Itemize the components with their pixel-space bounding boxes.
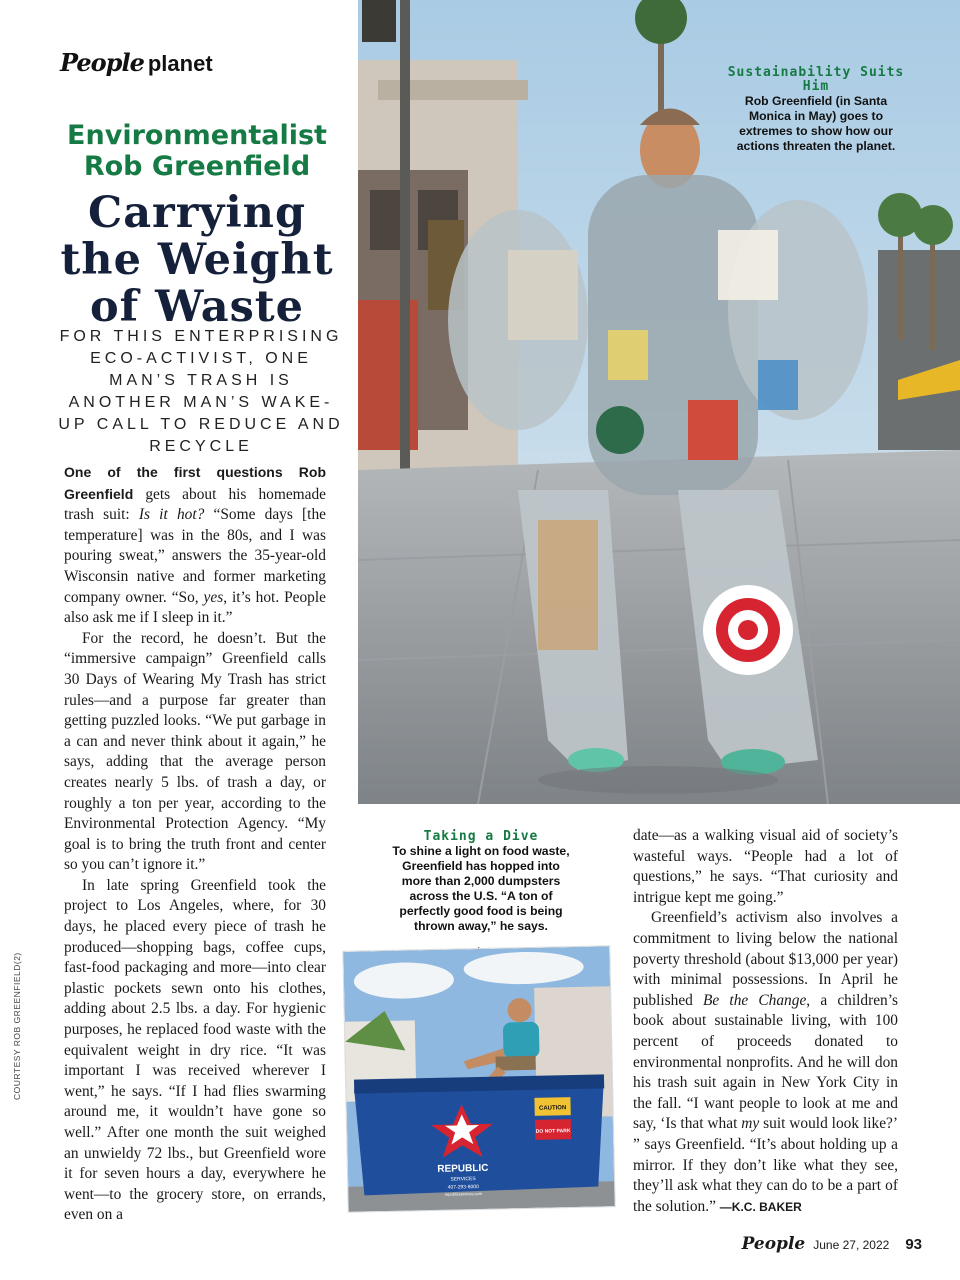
dek: FOR THIS ENTERPRISING ECO-ACTIVIST, ONE MAN’S TRASH IS ANOTHER MAN’S WAKE-UP CALL TO REDUCE AND RECYCLE	[58, 328, 344, 455]
text-run: “Some days [the temperature] was in the 80s, and I was pouring sweat,” answers the 35-year-old Wisconsin native and former marketing company owner. “So,	[64, 506, 326, 606]
text-run-italic: yes	[203, 588, 224, 606]
paragraph: For the record, he doesn’t. But the “immersive campaign” Greenfield calls 30 Days of Wearing My Trash has strict rules—and a purpose far greater than getting puzzled looks. “We put garbage in a can and never think about it again,” he says, adding that the average person creates nearly 5 lbs. of trash a day, or roughly a ton per year, according to the Environmental Protection Agency. “My goal is to bring the truth front and center so you can’t ignore it.”	[64, 629, 326, 874]
byline: —K.C. BAKER	[719, 1199, 802, 1214]
book-title: Be the Change	[703, 991, 807, 1009]
caption-text: To shine a light on food waste, Greenfield has hopped into more than 2,000 dumpsters across the U.S. “A ton of perfectly good food is being thrown away,” he says.	[392, 844, 570, 933]
issue-date: June 27, 2022	[813, 1238, 890, 1252]
paragraph	[633, 908, 898, 1217]
body-column-left	[64, 462, 326, 1226]
caption-title: Taking a Dive	[423, 829, 539, 844]
dumpster-sub: SERVICES	[450, 1176, 476, 1183]
section-name: planet	[147, 51, 213, 76]
dumpster-phone: 407-293-8000	[447, 1184, 479, 1191]
page-footer	[742, 1234, 922, 1254]
body-column-right	[633, 826, 898, 1217]
brand-logo: People	[60, 48, 144, 77]
dumpster-photo	[343, 946, 614, 1212]
kicker: Environmentalist Rob Greenfield	[67, 120, 327, 182]
text-run-italic: my	[741, 1115, 760, 1133]
page-number: 93	[905, 1236, 922, 1253]
dumpster-brand: REPUBLIC	[437, 1162, 489, 1175]
paragraph	[64, 462, 326, 629]
footer-brand: People	[741, 1234, 806, 1254]
caution-label: CAUTION	[538, 1105, 567, 1112]
main-photo-caption	[726, 66, 906, 154]
photo-credit: COURTESY ROB GREENFIELD(2)	[12, 952, 22, 1100]
no-parking-label: DO NOT PARK	[535, 1128, 571, 1135]
section-logo	[60, 48, 213, 77]
text-run: , a children’s book about sustainable living, with 100 percent of proceeds donated to environmental nonprofits. And he will don his trash suit again in New York City in the fall. “I want people to look at me and say, ‘Is that what	[633, 991, 899, 1133]
caption-text: Rob Greenfield (in Santa Monica in May) goes to extremes to show how our actions threaten the planet.	[736, 94, 896, 153]
paragraph: date—as a walking visual aid of society’s wasteful ways. “People had a lot of questions,” he says. “That curiosity and intrigue kept me going.”	[633, 827, 898, 906]
text-run: Greenfield’s activism also involves a commitment to living below the national poverty threshold (about $13,000 per year) with minimal possessions. In April he published	[633, 909, 898, 1009]
dumpster-photo-caption	[390, 830, 572, 934]
text-run: gets about his homemade trash suit:	[64, 485, 326, 524]
paragraph: In late spring Greenfield took the project to Los Angeles, where, for 30 days, he placed every piece of trash he produced—shopping bags, coffee cups, fast-food packaging and more—into clear plastic pockets sewn onto his clothes, adding about 2.5 lbs. a day. For hygienic purposes, he replaced food waste with the equivalent weight in dry rice. “It was important I was received wherever I went,” he says. “If I had flies swarming around me, it wouldn’t have gone so well.” After one month the suit weighed an unwieldy 72 lbs., but Greenfield wore it for seven hours a day, everywhere he went—to the grocery store, on errands, even on a	[64, 876, 326, 1224]
caption-title: Sustainability Suits Him	[727, 65, 905, 94]
headline: Carrying the Weight of Waste	[60, 188, 334, 332]
text-run: suit would look like?’ ” says Greenfield. “It’s about holding up a mirror. If they don’t like what they see, they’ll ask what they can do to be a part of the solution.”	[633, 1115, 898, 1215]
dumpster-illustration	[343, 946, 614, 1212]
text-run: , it’s hot. People also ask me if I sleep in it.”	[64, 588, 326, 627]
dumpster-web: republicservices.com	[444, 1190, 483, 1197]
lead-in: One of the first questions Rob Greenfield	[64, 464, 326, 502]
text-run-italic: Is it hot?	[138, 506, 205, 524]
